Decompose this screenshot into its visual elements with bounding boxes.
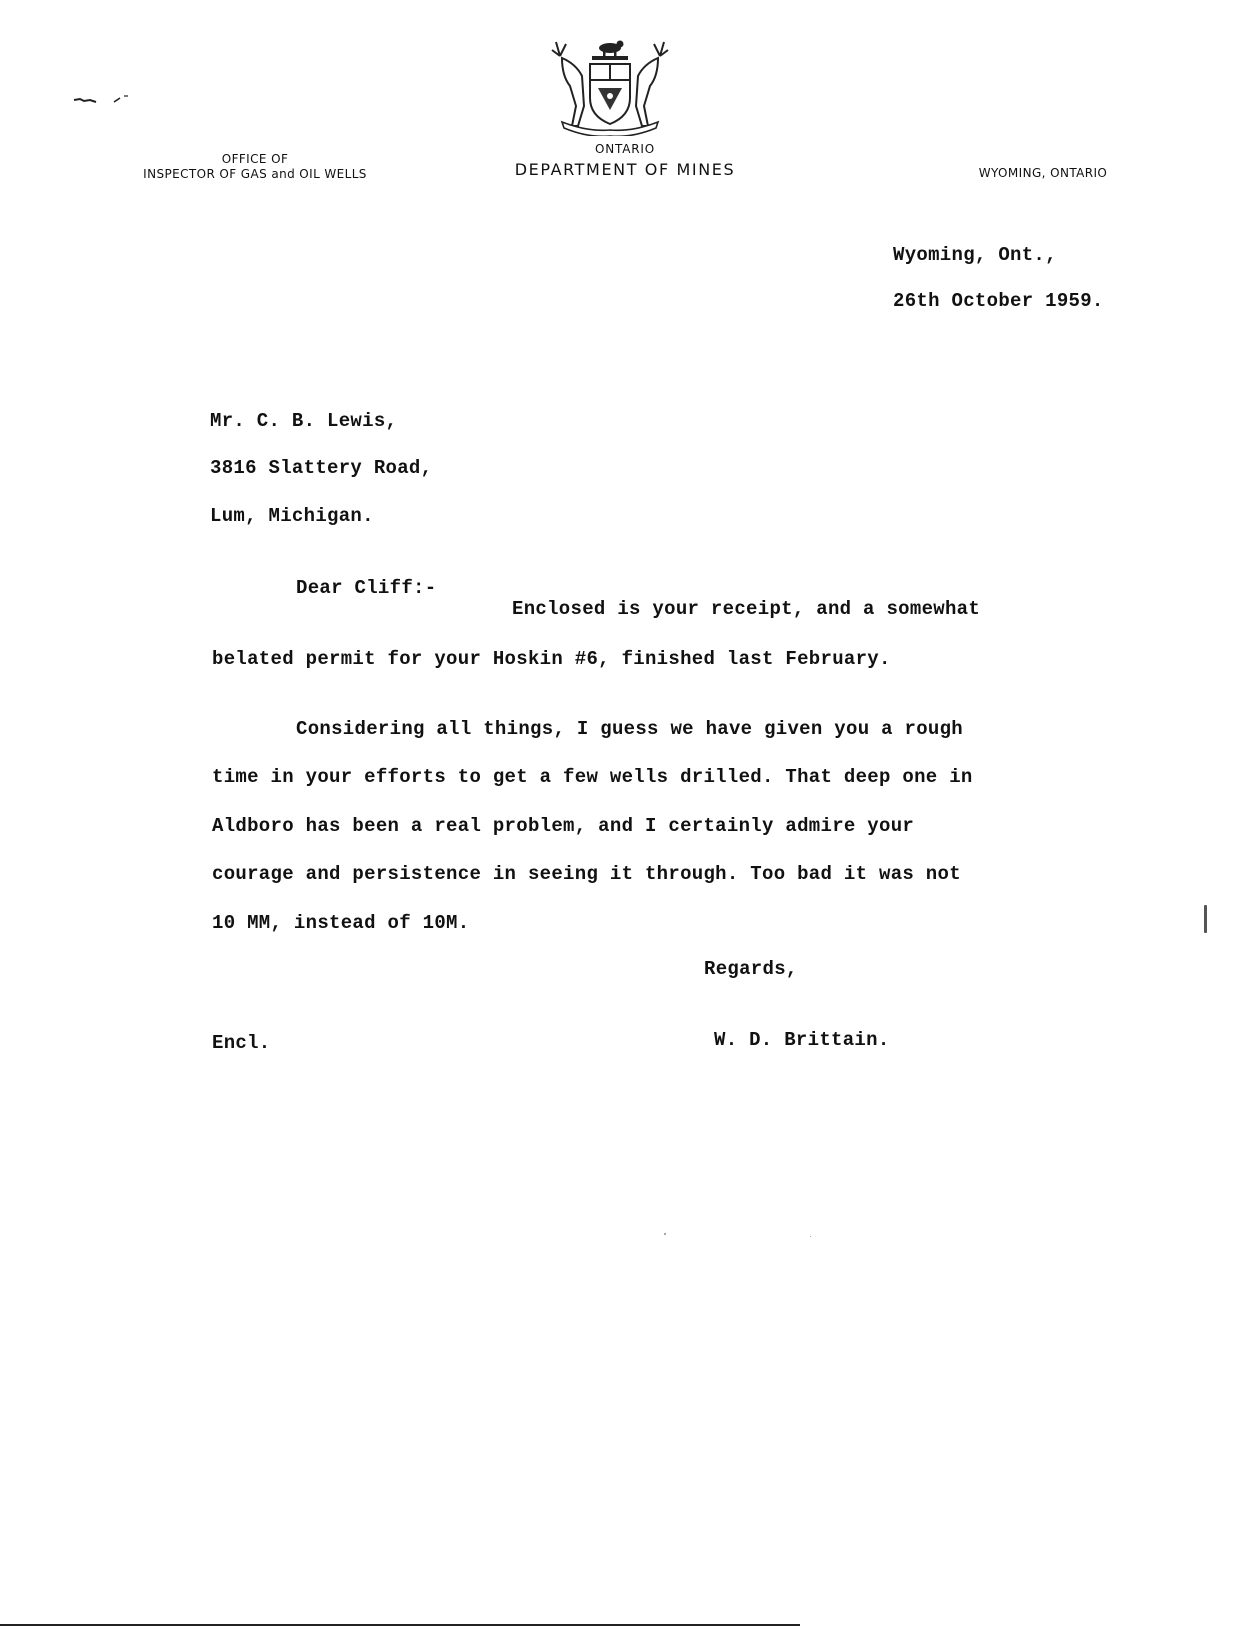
body-line: belated permit for your Hoskin #6, finished last February. — [212, 648, 891, 670]
recipient-name: Mr. C. B. Lewis, — [210, 410, 398, 432]
dateline-place: Wyoming, Ont., — [893, 244, 1057, 266]
recipient-city: Lum, Michigan. — [210, 505, 374, 527]
enclosure-note: Encl. — [212, 1032, 271, 1054]
recipient-street: 3816 Slattery Road, — [210, 457, 433, 479]
closing: Regards, — [704, 958, 798, 980]
office-line-1: OFFICE OF — [221, 152, 289, 166]
coat-of-arms-icon — [548, 36, 672, 136]
office-line-2: INSPECTOR OF GAS and OIL WELLS — [143, 167, 367, 181]
signature: W. D. Brittain. — [714, 1029, 890, 1051]
scan-speck — [664, 1233, 666, 1235]
province-heading: ONTARIO — [595, 142, 655, 156]
body-line: 10 MM, instead of 10M. — [212, 912, 470, 934]
body-line: courage and persistence in seeing it through. Too bad it was not — [212, 863, 961, 885]
dateline-date: 26th October 1959. — [893, 290, 1104, 312]
salutation: Dear Cliff:- — [296, 577, 437, 599]
location-heading: WYOMING, ONTARIO — [978, 166, 1108, 180]
body-line: Aldboro has been a real problem, and I certainly admire your — [212, 815, 915, 837]
scan-speck — [810, 1236, 811, 1237]
scan-edge-line — [0, 1624, 800, 1626]
office-heading — [135, 152, 375, 182]
department-heading: DEPARTMENT OF MINES — [514, 160, 736, 179]
body-line: Considering all things, I guess we have given you a rough — [296, 718, 964, 740]
body-line: time in your efforts to get a few wells drilled. That deep one in — [212, 766, 973, 788]
body-line: Enclosed is your receipt, and a somewhat — [512, 598, 981, 620]
pen-mark — [70, 90, 140, 110]
scan-edge-mark — [1204, 905, 1207, 933]
